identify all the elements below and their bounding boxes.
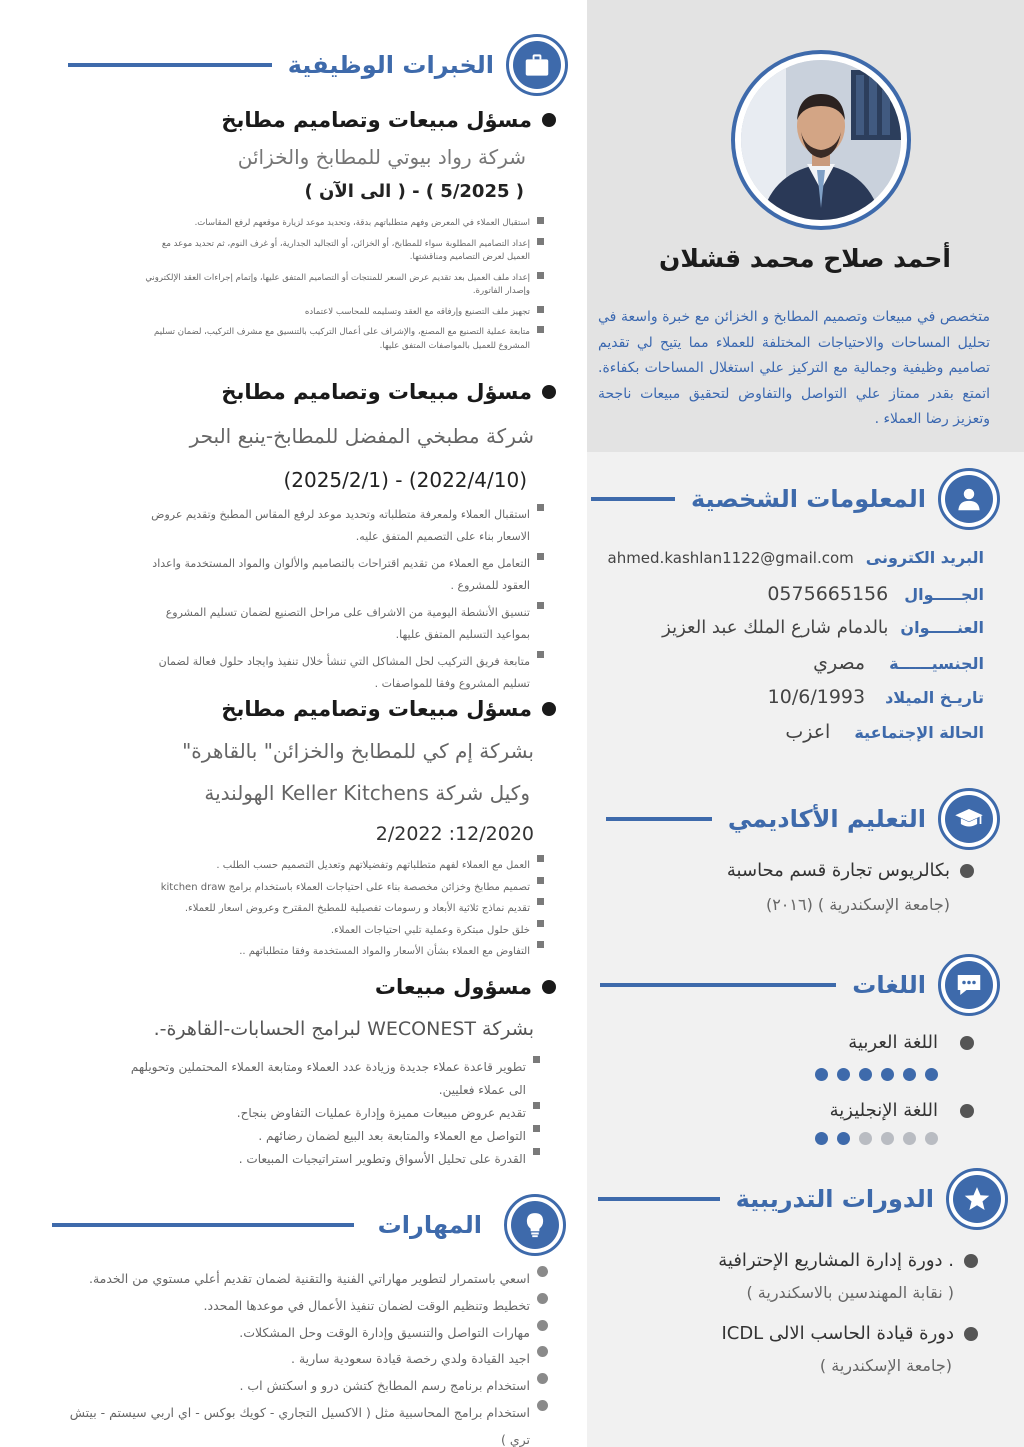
list-item: التعامل مع العملاء من تقديم اقتراحات بالتصاميم والألوان والمواد المستخدمة واعداد العقود للمشروع .	[144, 553, 544, 597]
course-item-pm	[718, 1250, 978, 1271]
briefcase-icon	[522, 50, 552, 80]
phone-value: 0575665156	[767, 582, 889, 605]
nationality-value: مصري	[813, 651, 866, 674]
list-item: استقبال العملاء في المعرض وفهم متطلباتهم بدقة، وتحديد موعد لزيارة موقعهم لرفع المقاسات.	[144, 217, 544, 231]
languages-icon-frame	[938, 954, 1000, 1016]
list-item: تنسيق الأنشطة اليومية من الاشراف على مراحل التصنيع لضمان تسليم المشروع بمواعيد التسليم المتفق عليها.	[144, 602, 544, 646]
level-dot-filled	[837, 1068, 850, 1081]
skills-list	[68, 1266, 548, 1447]
info-label: الجـــــوال	[904, 584, 984, 604]
info-row-address	[592, 617, 984, 652]
course-item-icdl	[721, 1323, 978, 1344]
language-name: اللغة العربية	[848, 1032, 938, 1053]
personal-info-header	[591, 468, 1000, 530]
job-bullets-1	[144, 217, 544, 353]
person-icon	[954, 484, 984, 514]
address-value: بالدمام شارع الملك عبد العزيز	[662, 617, 889, 638]
info-label: الحالة الإجتماعية	[854, 722, 984, 742]
course-name: . دورة إدارة المشاريع الإحترافية	[718, 1250, 954, 1271]
list-item: اسعي باستمرار لتطوير مهاراتي الفنية والتقنية لضمان تقديم أعلي مستوي من الخدمة.	[68, 1266, 548, 1293]
section-divider	[68, 63, 272, 67]
email-value: ahmed.kashlan1122@gmail.com	[607, 549, 854, 567]
course-org: ( نقابة المهندسين بالاسكندرية )	[746, 1283, 954, 1302]
level-dot-filled	[925, 1068, 938, 1081]
education-degree: بكالريوس تجارة قسم محاسبة	[726, 860, 950, 881]
job-title-2	[221, 380, 556, 404]
section-divider	[591, 497, 675, 501]
job-company-3b: وكيل شركة Keller Kitchens الهولندية	[204, 781, 530, 805]
skills-icon-frame	[504, 1194, 566, 1256]
level-dot-empty	[859, 1132, 872, 1145]
personal-info-list	[592, 548, 984, 755]
job-bullets-3	[124, 855, 544, 963]
profile-summary: متخصص في مبيعات وتصميم المطابخ و الخزائن مع خبرة واسعة في تحليل المساحات والاحتياجات المختلفة للعملاء مما يتيح لي تقديم تصاميم وظيفية وجمالية مع التركيز علي استغلال المساحات بكفاءة. اتمتع بقدر ممتاز علي التواصل والتفاوض لتحقيق مبيعات ناجحة وتعزيز رضا العملاء .	[598, 309, 990, 427]
graduation-cap-icon	[954, 804, 984, 834]
job-title-4	[375, 975, 556, 999]
birthdate-value: 10/6/1993	[767, 686, 866, 708]
info-row-phone	[592, 583, 984, 618]
experience-header	[68, 34, 568, 96]
job-title-text: مسؤل مبيعات وتصاميم مطابخ	[221, 380, 532, 404]
bullet-dot	[542, 980, 556, 994]
lightbulb-icon	[520, 1210, 550, 1240]
bullet-dot	[964, 1327, 978, 1341]
job-bullets-2	[144, 504, 544, 695]
list-item: تصميم مطابخ وخزائن مخصصة بناء على احتياجات العملاء باستخدام برامج kitchen draw	[124, 877, 544, 899]
list-item: التواصل مع العملاء والمتابعة بعد البيع لضمان رضائهم .	[120, 1125, 540, 1148]
level-dot-empty	[881, 1132, 894, 1145]
list-item: تخطيط وتنظيم الوقت لضمان تنفيذ الأعمال في موعدها المحدد.	[68, 1293, 548, 1320]
info-row-birthdate	[592, 686, 984, 721]
job-title-1	[221, 108, 556, 132]
bullet-dot	[542, 385, 556, 399]
job-title-3	[221, 697, 556, 721]
personal-info-title: المعلومات الشخصية	[690, 485, 926, 513]
list-item: العمل مع العملاء لفهم متطلباتهم وتفضيلاتهم وتعديل التصميم حسب الطلب .	[124, 855, 544, 877]
list-item: استخدام برامج المحاسبية مثل ( الاكسيل التجاري - كويك بوكس - اي اربي سيستم - بيتش تري )	[68, 1400, 548, 1447]
person-portrait-image	[741, 60, 901, 220]
education-school: (جامعة الإسكندرية ) (٢٠١٦)	[765, 895, 950, 914]
list-item: مهارات التواصل والتنسيق وإدارة الوقت وحل المشكلات.	[68, 1320, 548, 1347]
job-period-3: 12/2020: 2/2022	[375, 823, 534, 845]
education-header	[606, 788, 1000, 850]
education-degree-item	[727, 860, 974, 881]
list-item: اجيد القيادة ولدي رخصة قيادة سعودية سارية .	[68, 1346, 548, 1373]
job-period-1: ( 5/2025 ) - ( الى الآن )	[304, 181, 524, 202]
education-title: التعليم الأكاديمي	[727, 805, 926, 833]
section-divider	[52, 1223, 354, 1227]
list-item: القدرة على تحليل الأسواق وتطوير استراتيجيات المبيعات .	[120, 1148, 540, 1171]
info-label: العنـــــوان	[900, 618, 984, 637]
list-item: تقديم عروض مبيعات مميزة وإدارة عمليات التفاوض بنجاح.	[120, 1102, 540, 1125]
level-dot-filled	[859, 1068, 872, 1081]
level-dot-filled	[903, 1068, 916, 1081]
section-divider	[600, 983, 836, 987]
courses-header	[598, 1168, 1008, 1230]
job-company-3a: بشركة إم كي للمطابخ والخزائن" بالقاهرة"	[182, 739, 534, 763]
info-row-marital	[592, 721, 984, 756]
course-name: دورة قيادة الحاسب الالى ICDL	[721, 1323, 954, 1344]
bullet-dot	[960, 1104, 974, 1118]
bullet-dot	[542, 113, 556, 127]
education-icon-frame	[938, 788, 1000, 850]
language-level-arabic	[806, 1068, 938, 1081]
language-level-english	[806, 1132, 938, 1145]
star-icon	[962, 1184, 992, 1214]
job-title-text: مسؤول مبيعات	[374, 975, 532, 999]
list-item: تقديم نماذج ثلاثية الأبعاد و رسومات تفصيلية للمطبخ المقترح وعروض اسعار للعملاء.	[124, 898, 544, 920]
level-dot-filled	[815, 1068, 828, 1081]
list-item: إعداد ملف العميل بعد تقديم عرض السعر للمنتجات أو التصاميم المتفق عليها، وإتمام إجراءات العقد الإلكتروني وإصدار الفاتورة.	[144, 272, 544, 299]
skills-title: المهارات	[377, 1211, 482, 1239]
level-dot-filled	[815, 1132, 828, 1145]
section-divider	[606, 817, 712, 821]
bullet-dot	[960, 1036, 974, 1050]
language-name: اللغة الإنجليزية	[829, 1100, 938, 1121]
section-divider	[598, 1197, 720, 1201]
profile-photo-frame	[731, 50, 911, 230]
courses-icon-frame	[946, 1168, 1008, 1230]
courses-title: الدورات التدريبية	[735, 1185, 934, 1213]
bullet-dot	[542, 702, 556, 716]
list-item: التفاوض مع العملاء بشأن الأسعار والمواد المستخدمة وفقا متطلباتهم ..	[124, 941, 544, 963]
personal-info-icon-frame	[938, 468, 1000, 530]
list-item: تطوير قاعدة عملاء جديدة وزيادة عدد العملاء ومتابعة العملاء المحتملين وتحويلهم الى عملاء فعليين.	[120, 1056, 540, 1102]
job-bullets-4	[120, 1056, 540, 1171]
list-item: استخدام برنامج رسم المطابخ كتشن درو و اسكتش اب .	[68, 1373, 548, 1400]
info-row-email	[592, 548, 984, 583]
list-item: خلق حلول مبتكرة وعملية تلبي احتياجات العملاء.	[124, 920, 544, 942]
info-label: تاريـخ الميلاد	[885, 688, 984, 707]
list-item: استقبال العملاء ولمعرفة متطلباته وتحديد موعد لرفع المقاس المطبخ وتقديم عروض الاسعار بناء على التصميم المتفق عليه.	[144, 504, 544, 548]
level-dot-filled	[837, 1132, 850, 1145]
level-dot-empty	[925, 1132, 938, 1145]
candidate-name: أحمد صلاح محمد قشلان	[659, 244, 951, 273]
list-item: إعداد التصاميم المطلوبة سواء للمطابخ، أو الخزائن، أو التجاليد الجدارية، أو غرف النوم، ثم تحديد موعد مع العميل لعرض التصاميم ومناقشتها.	[144, 238, 544, 265]
level-dot-filled	[881, 1068, 894, 1081]
bullet-dot	[964, 1254, 978, 1268]
job-company-2: شركة مطبخي المفضل للمطابخ-ينبع البحر	[189, 424, 534, 448]
list-item: تجهيز ملف التصنيع وإرفاقه مع العقد وتسليمه للمحاسب لاعتماده	[144, 306, 544, 320]
course-org: (جامعة الإسكندرية )	[819, 1356, 952, 1375]
info-row-nationality	[592, 652, 984, 687]
languages-title: اللغات	[852, 971, 926, 999]
experience-icon-frame	[506, 34, 568, 96]
list-item: متابعة فريق التركيب لحل المشاكل التي تنشأ خلال تنفيذ وايجاد حلول فعالة لضمان تسليم المشروع وفقا للمواصفات .	[144, 651, 544, 695]
language-item-arabic	[848, 1032, 974, 1053]
job-title-text: مسؤل مبيعات وتصاميم مطابخ	[221, 697, 532, 721]
job-company-4: بشركة WECONEST لبرامج الحسابات-القاهرة-.	[153, 1018, 534, 1040]
profile-photo	[741, 60, 901, 220]
language-item-english	[830, 1100, 974, 1121]
job-company-1: شركة رواد بيوتي للمطابخ والخزائن	[237, 145, 526, 169]
job-period-2: (2022/4/10) - (2025/2/1)	[283, 468, 527, 492]
job-title-text: مسؤل مبيعات وتصاميم مطابخ	[221, 108, 532, 132]
marital-value: اعزب	[785, 720, 831, 743]
experience-title: الخبرات الوظيفية	[287, 51, 494, 79]
chat-icon	[954, 970, 984, 1000]
info-label: الجنسيــــــة	[889, 653, 984, 673]
info-label: البريد الكترونى	[865, 548, 984, 567]
bullet-dot	[960, 864, 974, 878]
skills-header	[52, 1194, 566, 1256]
list-item: متابعة عملية التصنيع مع المصنع، والإشراف على أعمال التركيب بالتنسيق مع مشرف التركيب، لضمان تسليم المشروع للعميل بالمواصفات المتفق عليها.	[144, 326, 544, 353]
level-dot-empty	[903, 1132, 916, 1145]
languages-header	[600, 954, 1000, 1016]
